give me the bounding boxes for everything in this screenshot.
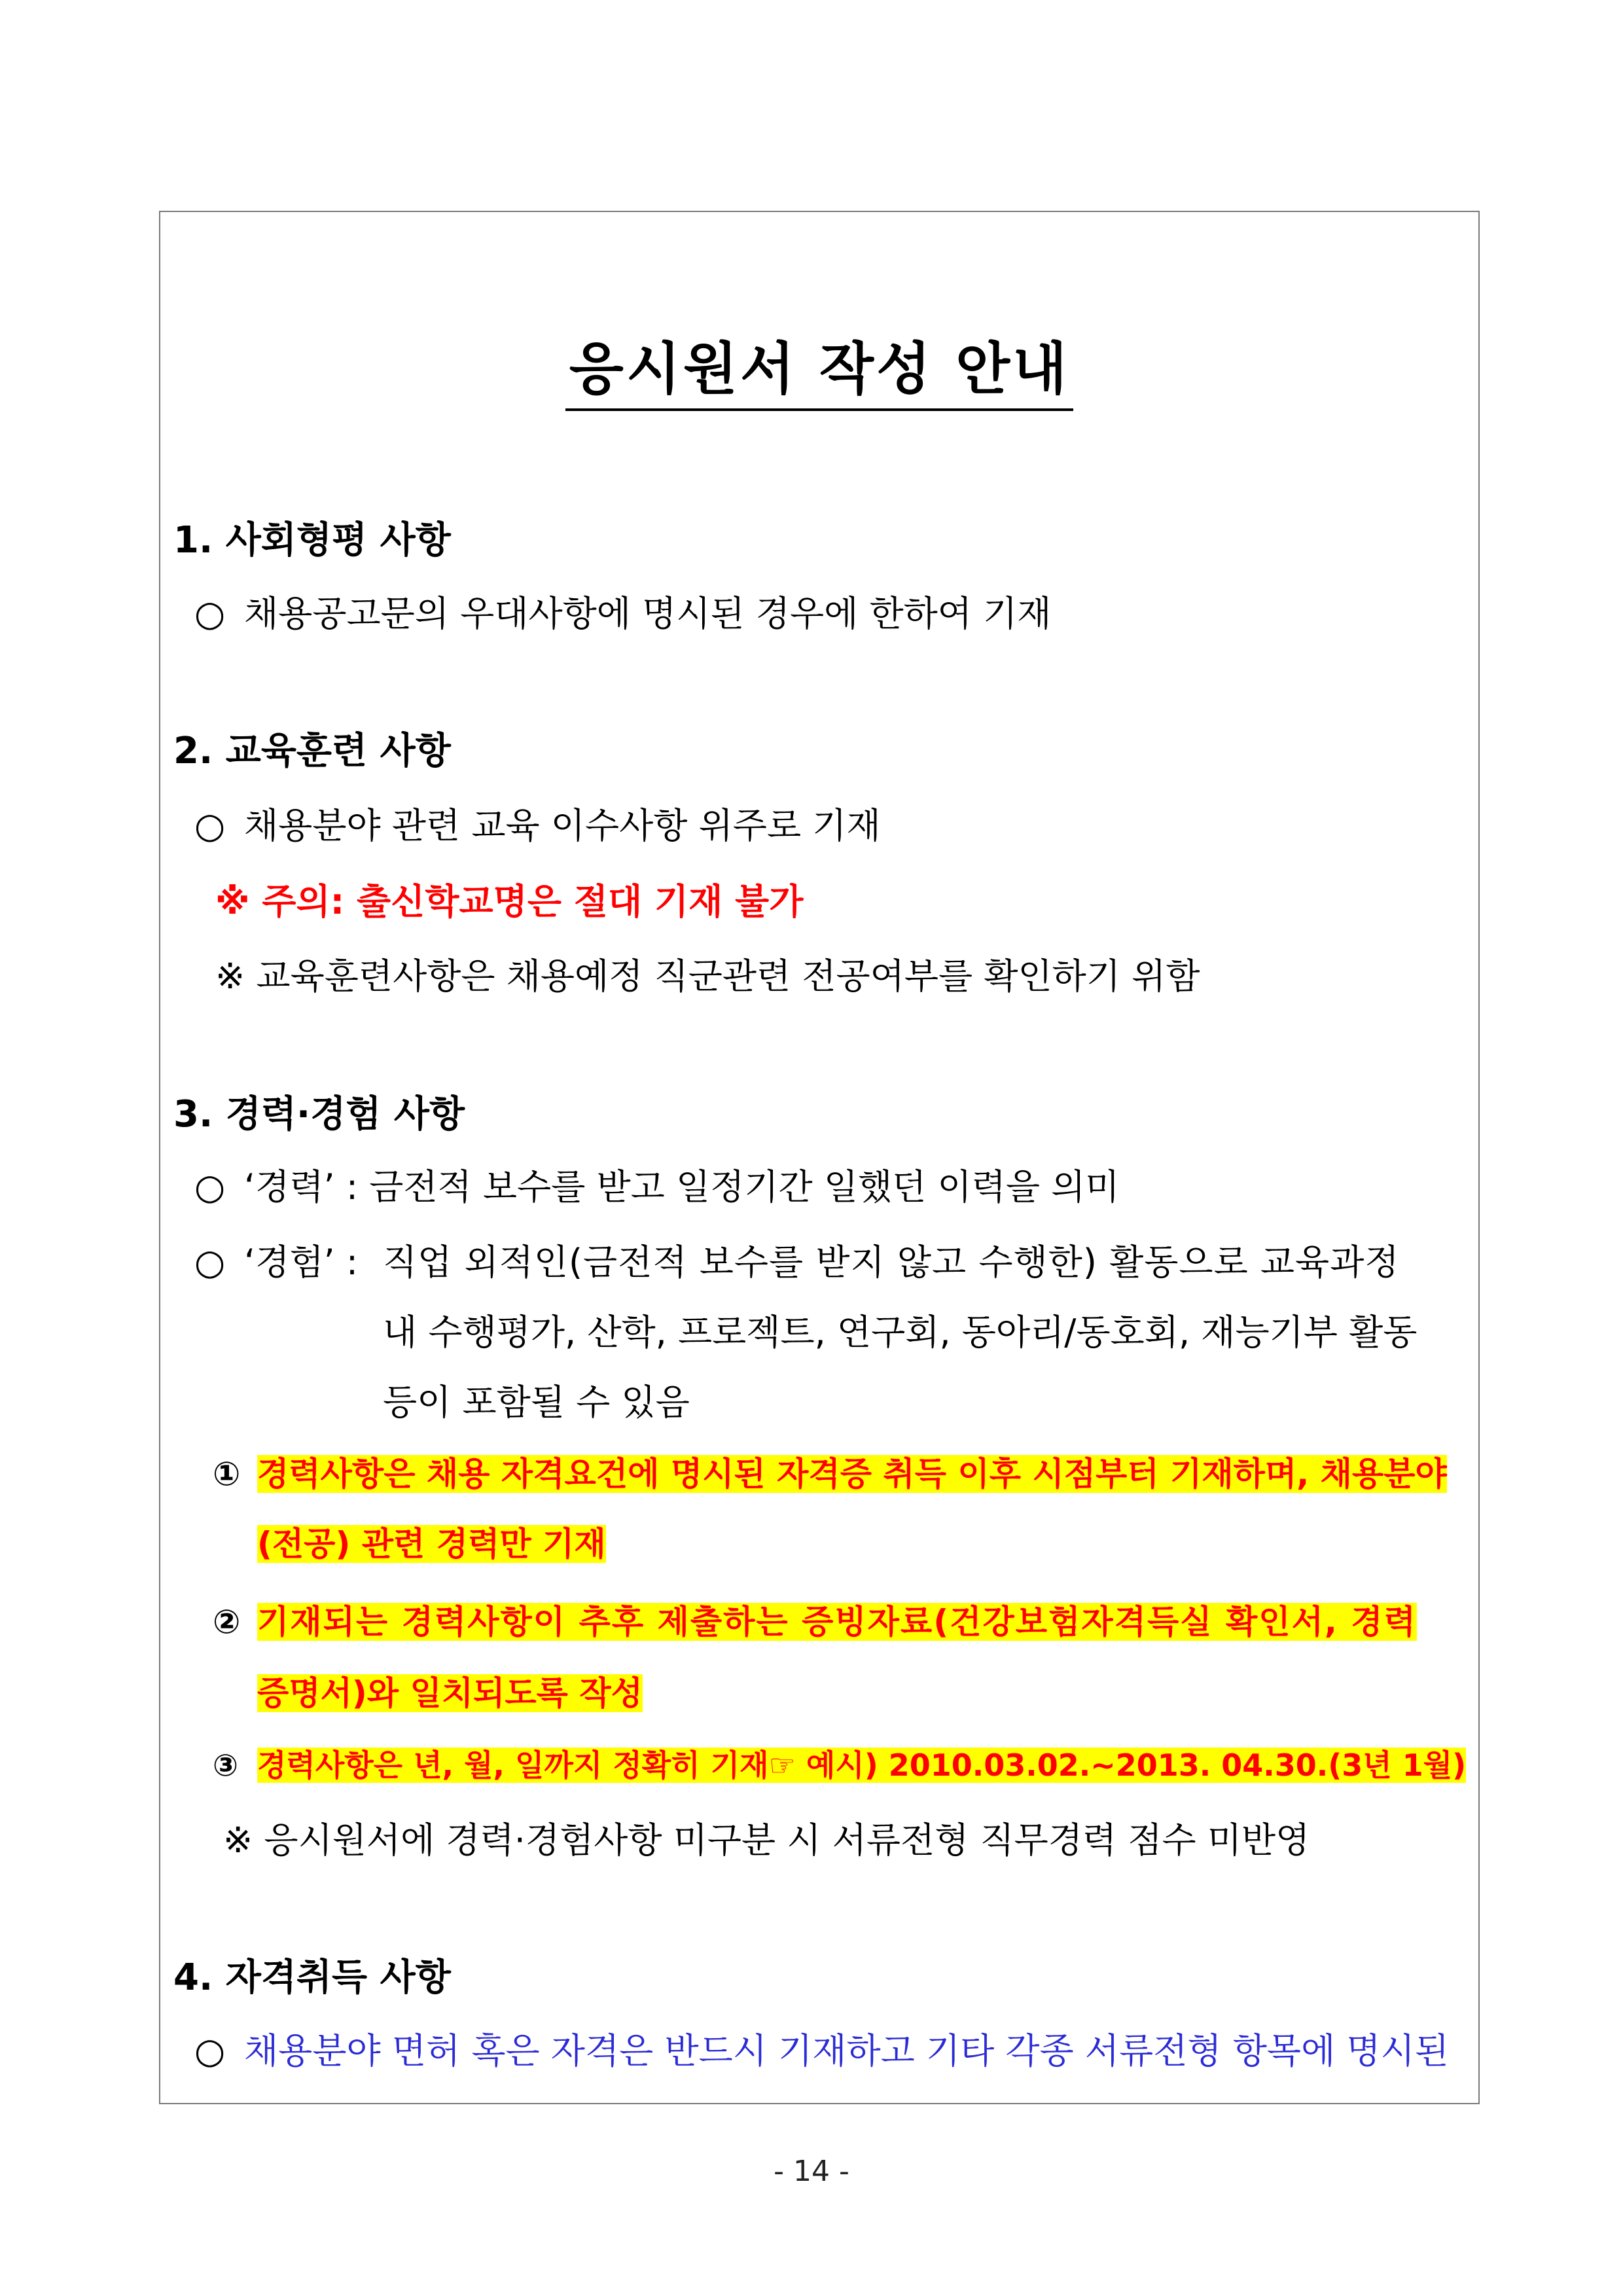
circle-bullet-icon: ○ <box>194 1242 226 1283</box>
section-3-heading: 3. 경력·경험 사항 <box>173 1093 465 1136</box>
circle-bullet-icon: ○ <box>194 805 226 846</box>
number-2-icon: ② <box>213 1603 241 1641</box>
page-number: - 14 - <box>774 2155 849 2188</box>
content-frame <box>159 211 1480 2104</box>
section-1-heading: 1. 사회형평 사항 <box>173 519 451 562</box>
section-1-bullet: ○ 채용공고문의 우대사항에 명시된 경우에 한하여 기재 <box>194 593 1052 634</box>
page-title: 응시원서 작성 안내 <box>160 336 1478 411</box>
number-1-icon: ① <box>213 1455 241 1493</box>
career-definition: ○ ‘경력’ : 금전적 보수를 받고 일정기간 일했던 이력을 의미 <box>194 1166 1120 1208</box>
info-note: ※ 교육훈련사항은 채용예정 직군관련 전공여부를 확인하기 위함 <box>215 956 1200 997</box>
experience-definition-line-2: 내 수행평가, 산학, 프로젝트, 연구회, 동아리/동호회, 재능기부 활동 <box>383 1312 1418 1353</box>
experience-definition-term: ○ ‘경험’ : <box>194 1242 359 1283</box>
section-2-heading: 2. 교육훈련 사항 <box>173 730 451 772</box>
section-2-bullet: ○ 채용분야 관련 교육 이수사항 위주로 기재 <box>194 805 881 846</box>
experience-definition-line-3: 등이 포함될 수 있음 <box>383 1382 690 1423</box>
career-note: ※ 응시원서에 경력·경험사항 미구분 시 서류전형 직무경력 점수 미반영 <box>223 1820 1310 1861</box>
section-4-bullet: ○ 채용분야 면허 혹은 자격은 반드시 기재하고 기타 각종 서류전형 항목에 명시된 <box>194 2030 1449 2072</box>
circle-bullet-icon: ○ <box>194 2030 226 2072</box>
warning-note: ※ 주의: 출신학교명은 절대 기재 불가 <box>215 881 804 922</box>
numbered-item-2-line-2: 증명서)와 일치되도록 작성 <box>257 1674 643 1712</box>
number-3-icon: ③ <box>213 1748 238 1783</box>
circle-bullet-icon: ○ <box>194 1166 226 1208</box>
circle-bullet-icon: ○ <box>194 593 226 634</box>
numbered-item-1-line-1: ① 경력사항은 채용 자격요건에 명시된 자격증 취득 이후 시점부터 기재하며, 채용분야 <box>213 1455 1447 1493</box>
numbered-item-3: ③ 경력사항은 년, 월, 일까지 정확히 기재☞ 예시) 2010.03.02.~2013. 04.30.(3년 1월) <box>213 1748 1467 1783</box>
numbered-item-1-line-2: (전공) 관련 경력만 기재 <box>257 1525 606 1563</box>
section-4-heading: 4. 자격취득 사항 <box>173 1956 451 1999</box>
numbered-item-2-line-1: ② 기재되는 경력사항이 추후 제출하는 증빙자료(건강보험자격득실 확인서, 경력 <box>213 1603 1417 1641</box>
experience-definition-line-1: 직업 외적인(금전적 보수를 받지 않고 수행한) 활동으로 교육과정 <box>383 1242 1400 1283</box>
